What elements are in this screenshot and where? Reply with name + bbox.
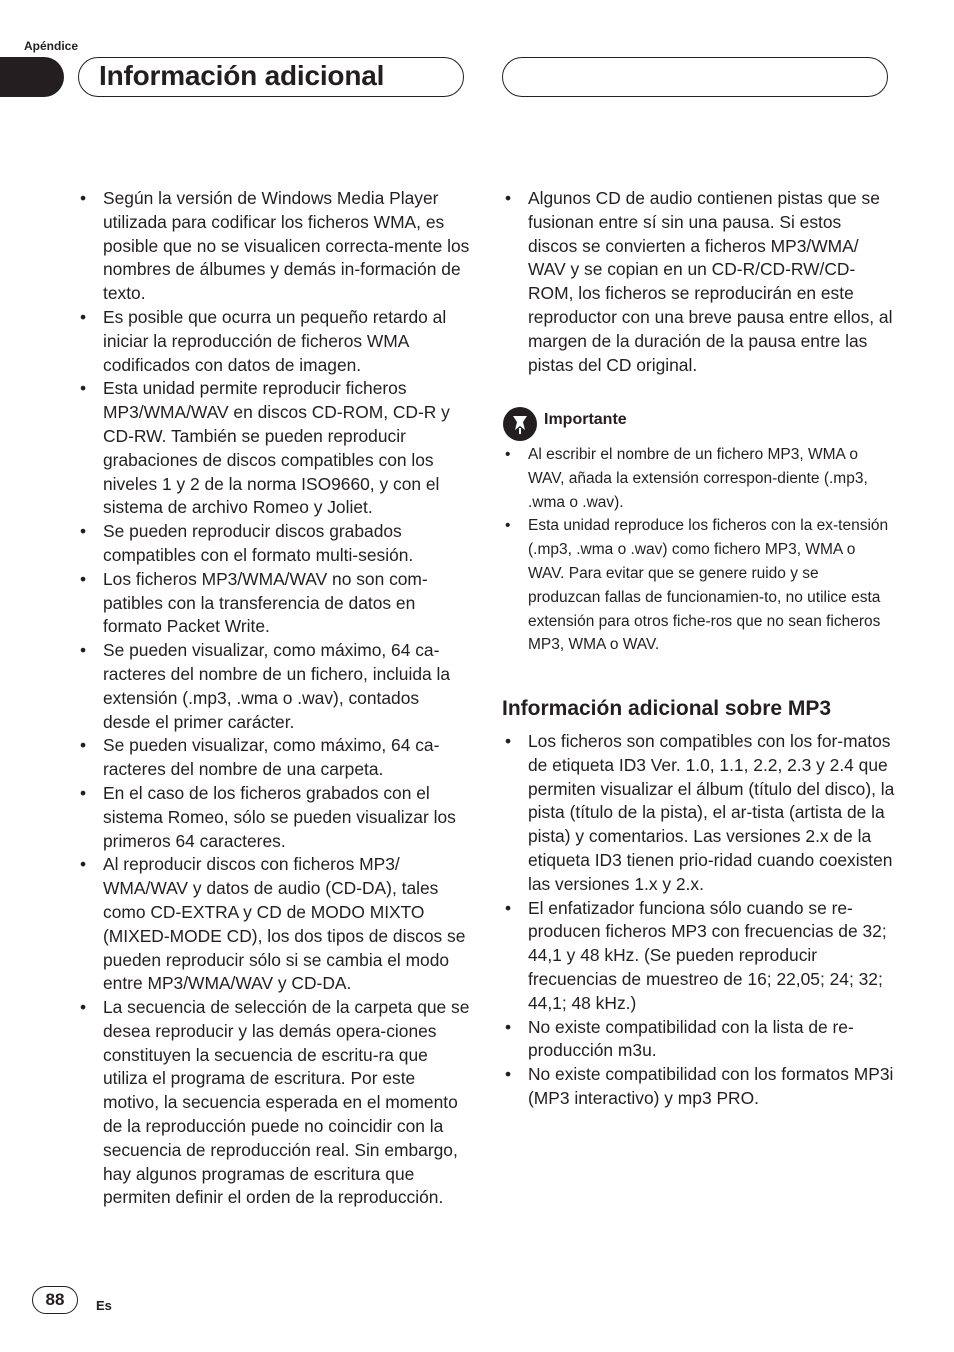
important-list-container: [503, 443, 893, 657]
empty-header-box: [502, 57, 888, 97]
list-item: • La secuencia de selección de la carpeta que se desea reproducir y las demás opera-ciones constituyen la secuencia de escritu-ra que utiliza el programa de escritura. Por este motivo, la secuencia esperada en el momento de la reproducción puede no coincidir con la secuencia de reproducción real. Sin embargo, hay algunos programas de escritura que permiten definir el orden de la reproducción.: [78, 996, 470, 1210]
list-item: • Al reproducir discos con ficheros MP3/ WMA/WAV y datos de audio (CD-DA), tales como CD-EXTRA y CD de MODO MIXTO (MIXED-MODE CD), los dos tipos de discos se pueden reproducir sólo si se cambia el modo entre MP3/WMA/WAV y CD-DA.: [78, 853, 470, 996]
important-bullet-list: [503, 443, 893, 657]
page-number: 88: [32, 1286, 78, 1314]
list-item: • Según la versión de Windows Media Player utilizada para codificar los ficheros WMA, es posible que no se visualicen correcta-mente los nombres de álbumes y demás in-formación de texto.: [78, 187, 470, 306]
list-item: • Se pueden visualizar, como máximo, 64 ca-racteres del nombre de un fichero, incluida la extensión (.mp3, .wma o .wav), contados desde el primer carácter.: [78, 639, 470, 734]
page-title: Información adicional: [99, 60, 385, 91]
list-item: • En el caso de los ficheros grabados con el sistema Romeo, sólo se pueden visualizar los primeros 64 caracteres.: [78, 782, 470, 853]
list-item: • No existe compatibilidad con la lista de re-producción m3u.: [503, 1016, 895, 1064]
list-item: • Los ficheros son compatibles con los for-matos de etiqueta ID3 Ver. 1.0, 1.1, 2.2, 2.3 y 2.4 que permiten visualizar el álbum (título del disco), la pista (título de la pista), el ar-tista (artista de la pista) y comentarios. Las versiones 2.x de la etiqueta ID3 tienen prio-ridad cuando coexisten las versiones 1.x y 2.x.: [503, 730, 895, 897]
list-item: • Los ficheros MP3/WMA/WAV no son com-patibles con la transferencia de datos en formato Packet Write.: [78, 568, 470, 639]
language-code: Es: [96, 1298, 112, 1313]
left-column: [78, 187, 470, 1210]
list-item: • Es posible que ocurra un pequeño retardo al iniciar la reproducción de ficheros WMA codificados con datos de imagen.: [78, 306, 470, 377]
list-item: • Esta unidad permite reproducir ficheros MP3/WMA/WAV en discos CD-ROM, CD-R y CD-RW. También se pueden reproducir grabaciones de discos compatibles con los niveles 1 y 2 de la norma ISO9660, y con el sistema de archivo Romeo y Joliet.: [78, 377, 470, 520]
list-item: • Se pueden visualizar, como máximo, 64 ca-racteres del nombre de una carpeta.: [78, 734, 470, 782]
list-item: • El enfatizador funciona sólo cuando se re-producen ficheros MP3 con frecuencias de 32; 44,1 y 48 kHz. (Se pueden reproducir frecuencias de muestreo de 16; 22,05; 24; 32; 44,1; 48 kHz.): [503, 897, 895, 1016]
right-column-bottom: [503, 730, 895, 1111]
mp3-section-heading: Información adicional sobre MP3: [502, 697, 832, 720]
mp3-bullet-list: [503, 730, 895, 1111]
section-label: Apéndice: [24, 39, 79, 53]
list-item: • No existe compatibilidad con los formatos MP3i (MP3 interactivo) y mp3 PRO.: [503, 1063, 895, 1111]
list-item: • Esta unidad reproduce los ficheros con la ex-tensión (.mp3, .wma o .wav) como fichero MP3, WMA o WAV. Para evitar que se genere ruido y se produzcan fallas de funcionamien-to, no utilice esta extensión para otros fiche-ros que no sean ficheros MP3, WMA o WAV.: [503, 514, 893, 657]
important-title: Importante: [544, 411, 627, 428]
title-box: [78, 57, 464, 97]
left-bullet-list: [78, 187, 470, 1210]
list-item: • Algunos CD de audio contienen pistas que se fusionan entre sí sin una pausa. Si estos discos se convierten a ficheros MP3/WMA/ WAV y se copian en un CD-R/CD-RW/CD-ROM, los ficheros se reproducirán en este reproductor con una breve pausa entre ellos, al margen de la duración de la pausa entre las pistas del CD original.: [503, 187, 895, 377]
section-tab: [0, 57, 64, 97]
right-top-bullet-list: [503, 187, 895, 377]
list-item: • Se pueden reproducir discos grabados compatibles con el formato multi-sesión.: [78, 520, 470, 568]
list-item: • Al escribir el nombre de un fichero MP3, WMA o WAV, añada la extensión correspon-diente (.mp3, .wma o .wav).: [503, 443, 893, 514]
right-column-top: [503, 187, 895, 377]
important-icon: [503, 407, 537, 441]
